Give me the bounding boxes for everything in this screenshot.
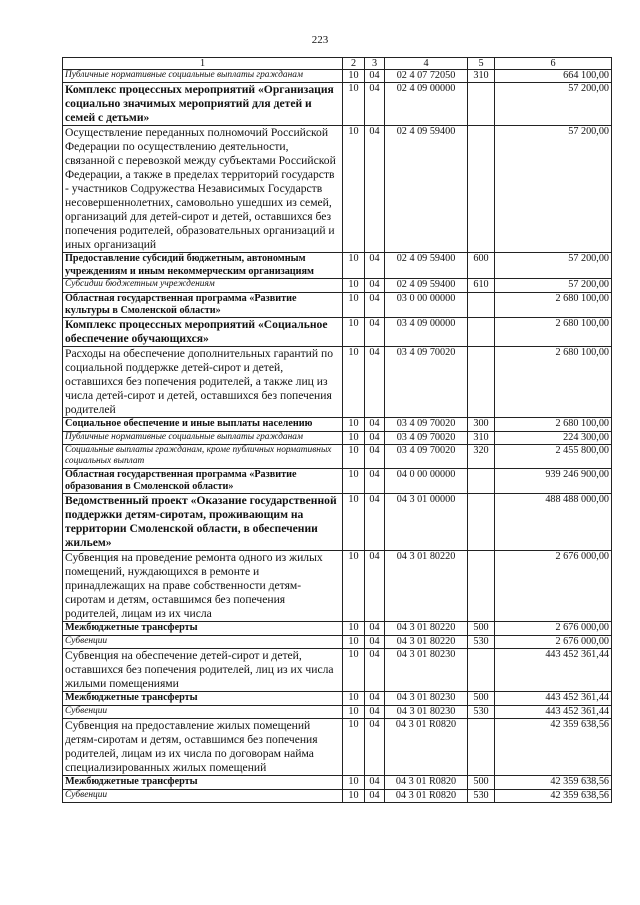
amount-cell: 57 200,00 [495, 253, 612, 279]
section-code-cell: 10 [343, 494, 365, 551]
section-code-cell: 10 [343, 83, 365, 126]
row-name-cell: Межбюджетные трансферты [63, 776, 343, 789]
target-article-cell: 02 4 09 00000 [385, 83, 468, 126]
table-row [63, 431, 612, 444]
amount-cell: 42 359 638,56 [495, 719, 612, 776]
expense-type-cell: 300 [468, 418, 495, 431]
section-code-cell: 10 [343, 318, 365, 347]
amount-cell: 2 680 100,00 [495, 318, 612, 347]
row-name-cell: Субвенция на обеспечение детей-сирот и детей, оставшихся без попечения родителей, лиц из их числа жилыми помещениями [63, 649, 343, 692]
target-article-cell: 04 3 01 80230 [385, 649, 468, 692]
amount-cell: 42 359 638,56 [495, 789, 612, 802]
table-row [63, 445, 612, 468]
expense-type-cell: 310 [468, 431, 495, 444]
section-code-cell: 10 [343, 622, 365, 635]
expense-type-cell [468, 292, 495, 318]
expense-type-cell [468, 468, 495, 494]
section-code-cell: 10 [343, 776, 365, 789]
subsection-code-cell: 04 [365, 126, 385, 253]
expense-type-cell [468, 347, 495, 418]
subsection-code-cell: 04 [365, 418, 385, 431]
section-code-cell: 10 [343, 253, 365, 279]
table-header-row [63, 58, 612, 70]
row-name-cell: Социальные выплаты гражданам, кроме публичных нормативных социальных выплат [63, 445, 343, 468]
section-code-cell: 10 [343, 347, 365, 418]
target-article-cell: 04 3 01 R0820 [385, 776, 468, 789]
target-article-cell: 03 0 00 00000 [385, 292, 468, 318]
subsection-code-cell: 04 [365, 431, 385, 444]
row-name-cell: Межбюджетные трансферты [63, 692, 343, 705]
amount-cell: 57 200,00 [495, 279, 612, 292]
row-name-cell: Комплекс процессных мероприятий «Организация социально значимых мероприятий для детей и семей с детьми» [63, 83, 343, 126]
target-article-cell: 04 3 01 R0820 [385, 789, 468, 802]
expense-type-cell [468, 551, 495, 622]
section-code-cell: 10 [343, 126, 365, 253]
table-row [63, 649, 612, 692]
expense-type-cell: 530 [468, 635, 495, 648]
column-header: 4 [385, 58, 468, 70]
table-row [63, 776, 612, 789]
section-code-cell: 10 [343, 445, 365, 468]
target-article-cell: 04 3 01 80220 [385, 622, 468, 635]
expense-type-cell: 530 [468, 705, 495, 718]
expense-type-cell: 500 [468, 622, 495, 635]
amount-cell: 2 676 000,00 [495, 635, 612, 648]
section-code-cell: 10 [343, 635, 365, 648]
row-name-cell: Субвенция на проведение ремонта одного из жилых помещений, нуждающихся в ремонте и принадлежащих на праве собственности детям-сиротам и детям, оставшимся без попечения родителей, лицам из их числа [63, 551, 343, 622]
subsection-code-cell: 04 [365, 347, 385, 418]
expense-type-cell: 310 [468, 70, 495, 83]
target-article-cell: 03 4 09 70020 [385, 347, 468, 418]
row-name-cell: Субвенции [63, 789, 343, 802]
table-row [63, 292, 612, 318]
target-article-cell: 04 3 01 00000 [385, 494, 468, 551]
target-article-cell: 02 4 09 59400 [385, 126, 468, 253]
amount-cell: 2 676 000,00 [495, 622, 612, 635]
section-code-cell: 10 [343, 719, 365, 776]
row-name-cell: Расходы на обеспечение дополнительных гарантий по социальной поддержке детей-сирот и детей, оставшихся без попечения родителей, а также лиц из числа детей-сирот и детей, оставшихся без попечения родителей [63, 347, 343, 418]
row-name-cell: Социальное обеспечение и иные выплаты населению [63, 418, 343, 431]
target-article-cell: 04 3 01 80230 [385, 692, 468, 705]
subsection-code-cell: 04 [365, 318, 385, 347]
table-row [63, 126, 612, 253]
row-name-cell: Субвенции [63, 705, 343, 718]
section-code-cell: 10 [343, 551, 365, 622]
subsection-code-cell: 04 [365, 253, 385, 279]
row-name-cell: Осуществление переданных полномочий Российской Федерации по осуществлению деятельности, связанной с перевозкой между субъектами Российской Федерации, а также в пределах территорий государств - участников Содружества Независимых Государств несовершеннолетних, самовольно ушедших из семей, организаций для детей-сирот и детей, оставшихся без попечения родителей, образовательных организаций и иных организаций [63, 126, 343, 253]
section-code-cell: 10 [343, 279, 365, 292]
amount-cell: 939 246 900,00 [495, 468, 612, 494]
table-row [63, 468, 612, 494]
expense-type-cell: 530 [468, 789, 495, 802]
column-header: 1 [63, 58, 343, 70]
row-name-cell: Областная государственная программа «Развитие образования в Смоленской области» [63, 468, 343, 494]
section-code-cell: 10 [343, 468, 365, 494]
expense-type-cell [468, 494, 495, 551]
table-row [63, 692, 612, 705]
section-code-cell: 10 [343, 292, 365, 318]
subsection-code-cell: 04 [365, 279, 385, 292]
expense-type-cell: 320 [468, 445, 495, 468]
column-header: 6 [495, 58, 612, 70]
amount-cell: 57 200,00 [495, 83, 612, 126]
target-article-cell: 03 4 09 70020 [385, 431, 468, 444]
row-name-cell: Публичные нормативные социальные выплаты гражданам [63, 431, 343, 444]
subsection-code-cell: 04 [365, 789, 385, 802]
subsection-code-cell: 04 [365, 83, 385, 126]
amount-cell: 664 100,00 [495, 70, 612, 83]
section-code-cell: 10 [343, 692, 365, 705]
expense-type-cell [468, 83, 495, 126]
section-code-cell: 10 [343, 431, 365, 444]
amount-cell: 57 200,00 [495, 126, 612, 253]
amount-cell: 2 680 100,00 [495, 347, 612, 418]
column-header: 3 [365, 58, 385, 70]
subsection-code-cell: 04 [365, 445, 385, 468]
expense-type-cell: 500 [468, 776, 495, 789]
table-row [63, 719, 612, 776]
target-article-cell: 04 3 01 80220 [385, 635, 468, 648]
table-row [63, 494, 612, 551]
row-name-cell: Областная государственная программа «Развитие культуры в Смоленской области» [63, 292, 343, 318]
table-row [63, 551, 612, 622]
amount-cell: 2 680 100,00 [495, 418, 612, 431]
table-row [63, 347, 612, 418]
subsection-code-cell: 04 [365, 622, 385, 635]
subsection-code-cell: 04 [365, 635, 385, 648]
section-code-cell: 10 [343, 70, 365, 83]
row-name-cell: Субвенция на предоставление жилых помещений детям-сиротам и детям, оставшимся без попечения родителей, лицам из их числа по договорам найма специализированных жилых помещений [63, 719, 343, 776]
target-article-cell: 02 4 09 59400 [385, 253, 468, 279]
table-row [63, 789, 612, 802]
target-article-cell: 04 3 01 80220 [385, 551, 468, 622]
row-name-cell: Публичные нормативные социальные выплаты гражданам [63, 70, 343, 83]
amount-cell: 2 676 000,00 [495, 551, 612, 622]
subsection-code-cell: 04 [365, 692, 385, 705]
table-row [63, 279, 612, 292]
subsection-code-cell: 04 [365, 70, 385, 83]
amount-cell: 42 359 638,56 [495, 776, 612, 789]
section-code-cell: 10 [343, 789, 365, 802]
page-number: 223 [311, 34, 329, 46]
table-row [63, 83, 612, 126]
table-row [63, 705, 612, 718]
subsection-code-cell: 04 [365, 494, 385, 551]
row-name-cell: Субвенции [63, 635, 343, 648]
amount-cell: 224 300,00 [495, 431, 612, 444]
target-article-cell: 02 4 07 72050 [385, 70, 468, 83]
row-name-cell: Субсидии бюджетным учреждениям [63, 279, 343, 292]
subsection-code-cell: 04 [365, 705, 385, 718]
target-article-cell: 04 3 01 R0820 [385, 719, 468, 776]
column-header: 5 [468, 58, 495, 70]
target-article-cell: 03 4 09 70020 [385, 418, 468, 431]
row-name-cell: Комплекс процессных мероприятий «Социальное обеспечение обучающихся» [63, 318, 343, 347]
table-row [63, 622, 612, 635]
budget-table [62, 57, 612, 803]
target-article-cell: 04 3 01 80230 [385, 705, 468, 718]
expense-type-cell [468, 719, 495, 776]
expense-type-cell: 500 [468, 692, 495, 705]
expense-type-cell [468, 126, 495, 253]
subsection-code-cell: 04 [365, 719, 385, 776]
target-article-cell: 03 4 09 70020 [385, 445, 468, 468]
expense-type-cell: 600 [468, 253, 495, 279]
table-row [63, 253, 612, 279]
subsection-code-cell: 04 [365, 776, 385, 789]
expense-type-cell: 610 [468, 279, 495, 292]
expense-type-cell [468, 318, 495, 347]
table-row [63, 418, 612, 431]
column-header: 2 [343, 58, 365, 70]
table-body [63, 70, 612, 803]
subsection-code-cell: 04 [365, 292, 385, 318]
subsection-code-cell: 04 [365, 649, 385, 692]
amount-cell: 443 452 361,44 [495, 692, 612, 705]
amount-cell: 443 452 361,44 [495, 649, 612, 692]
subsection-code-cell: 04 [365, 551, 385, 622]
subsection-code-cell: 04 [365, 468, 385, 494]
row-name-cell: Предоставление субсидий бюджетным, автономным учреждениям и иным некоммерческим организациям [63, 253, 343, 279]
table-row [63, 635, 612, 648]
target-article-cell: 04 0 00 00000 [385, 468, 468, 494]
table-row [63, 70, 612, 83]
section-code-cell: 10 [343, 418, 365, 431]
amount-cell: 2 455 800,00 [495, 445, 612, 468]
row-name-cell: Ведомственный проект «Оказание государственной поддержки детям-сиротам, проживающим на территории Смоленской области, в обеспечении жильем» [63, 494, 343, 551]
amount-cell: 2 680 100,00 [495, 292, 612, 318]
amount-cell: 488 488 000,00 [495, 494, 612, 551]
row-name-cell: Межбюджетные трансферты [63, 622, 343, 635]
section-code-cell: 10 [343, 705, 365, 718]
target-article-cell: 03 4 09 00000 [385, 318, 468, 347]
amount-cell: 443 452 361,44 [495, 705, 612, 718]
expense-type-cell [468, 649, 495, 692]
section-code-cell: 10 [343, 649, 365, 692]
target-article-cell: 02 4 09 59400 [385, 279, 468, 292]
table-row [63, 318, 612, 347]
